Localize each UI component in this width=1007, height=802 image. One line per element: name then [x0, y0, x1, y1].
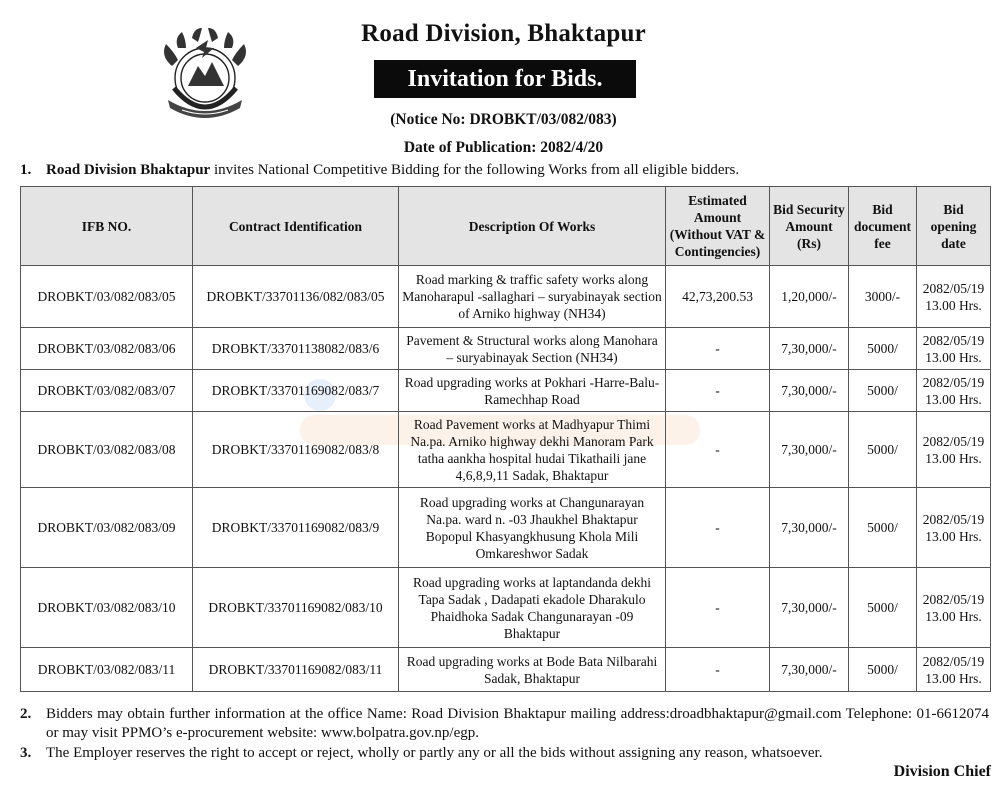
cell-bid-security: 7,30,000/- — [770, 328, 849, 370]
cell-document-fee: 5000/ — [849, 370, 917, 412]
cell-ifb-no: DROBKT/03/082/083/06 — [21, 328, 193, 370]
cell-contract-id: DROBKT/33701138082/083/6 — [193, 328, 399, 370]
intro-rest: invites National Competitive Bidding for the following Works from all eligible bidders. — [210, 162, 740, 178]
cell-description: Road marking & traffic safety works along Manoharapul -sallaghari – suryabinayak section of Arniko highway (NH34) — [399, 266, 666, 328]
cell-estimated-amount: 42,73,200.53 — [666, 266, 770, 328]
cell-bid-security: 7,30,000/- — [770, 568, 849, 648]
cell-description: Road upgrading works at Bode Bata Nilbarahi Sadak, Bhaktapur — [399, 648, 666, 692]
cell-bid-security: 7,30,000/- — [770, 412, 849, 488]
cell-estimated-amount: - — [666, 488, 770, 568]
cell-opening-date: 2082/05/19 13.00 Hrs. — [917, 328, 991, 370]
cell-ifb-no: DROBKT/03/082/083/08 — [21, 412, 193, 488]
reservation-text: The Employer reserves the right to accept or reject, wholly or partly any or all the bids without assigning any reason, whatsoever. — [46, 745, 823, 761]
cell-document-fee: 5000/ — [849, 488, 917, 568]
office-title: Road Division, Bhaktapur — [361, 20, 646, 47]
cell-contract-id: DROBKT/33701169082/083/7 — [193, 370, 399, 412]
bids-table — [20, 186, 991, 692]
cell-contract-id: DROBKT/33701169082/083/10 — [193, 568, 399, 648]
header-description: Description Of Works — [399, 187, 666, 266]
header-document-fee: Bid document fee — [849, 187, 917, 266]
table-row — [21, 328, 991, 370]
intro-number: 1. — [20, 162, 32, 178]
table-row — [21, 648, 991, 692]
intro-paragraph — [20, 161, 989, 180]
cell-contract-id: DROBKT/33701169082/083/9 — [193, 488, 399, 568]
cell-opening-date: 2082/05/19 13.00 Hrs. — [917, 488, 991, 568]
table-row — [21, 412, 991, 488]
header-ifb-no: IFB NO. — [21, 187, 193, 266]
cell-ifb-no: DROBKT/03/082/083/09 — [21, 488, 193, 568]
cell-estimated-amount: - — [666, 648, 770, 692]
signature-division-chief: Division Chief — [893, 763, 991, 780]
cell-estimated-amount: - — [666, 568, 770, 648]
cell-ifb-no: DROBKT/03/082/083/07 — [21, 370, 193, 412]
intro-text — [46, 161, 989, 180]
cell-description: Road Pavement works at Madhyapur Thimi Na.pa. Arniko highway dekhi Manoram Park tatha aankha hospital hudai Tikathaili jane 4,6,8,9,11 Sadak, Bhaktapur — [399, 412, 666, 488]
table-header-row — [21, 187, 991, 266]
cell-opening-date: 2082/05/19 13.00 Hrs. — [917, 266, 991, 328]
table-row — [21, 370, 991, 412]
cell-estimated-amount: - — [666, 328, 770, 370]
cell-document-fee: 5000/ — [849, 648, 917, 692]
table-row — [21, 266, 991, 328]
reservation-number: 3. — [20, 745, 32, 761]
cell-description: Road upgrading works at Pokhari -Harre-Balu-Ramechhap Road — [399, 370, 666, 412]
invitation-banner: Invitation for Bids. — [374, 60, 636, 98]
cell-bid-security: 7,30,000/- — [770, 648, 849, 692]
cell-opening-date: 2082/05/19 13.00 Hrs. — [917, 568, 991, 648]
header-contract-identification: Contract Identification — [193, 187, 399, 266]
header-opening-date: Bid opening date — [917, 187, 991, 266]
cell-description: Road upgrading works at Changunarayan Na.pa. ward n. -03 Jhaukhel Bhaktapur Bopopul Khasyangkhusung Khola Mili Omkareshwor Sadak — [399, 488, 666, 568]
info-paragraph — [20, 705, 989, 743]
cell-description: Road upgrading works at laptandanda dekhi Tapa Sadak , Dadapati ekadole Dharakulo Phaidhoka Sadak Changunarayan -09 Bhaktapur — [399, 568, 666, 648]
table-row — [21, 488, 991, 568]
cell-bid-security: 1,20,000/- — [770, 266, 849, 328]
cell-document-fee: 5000/ — [849, 412, 917, 488]
cell-contract-id: DROBKT/33701169082/083/8 — [193, 412, 399, 488]
cell-opening-date: 2082/05/19 13.00 Hrs. — [917, 648, 991, 692]
intro-bold: Road Division Bhaktapur — [46, 162, 211, 178]
notice-number: (Notice No: DROBKT/03/082/083) — [390, 111, 617, 128]
cell-contract-id: DROBKT/33701136/082/083/05 — [193, 266, 399, 328]
info-text: Bidders may obtain further information at the office Name: Road Division Bhaktapur mailing address:droadbhaktapur@gmail.com Telephone: 01-6612074 or may visit PPMO’s e-procurement website: www.bolpatra.gov.np/egp. — [46, 706, 989, 741]
cell-bid-security: 7,30,000/- — [770, 370, 849, 412]
cell-opening-date: 2082/05/19 13.00 Hrs. — [917, 370, 991, 412]
cell-document-fee: 3000/- — [849, 266, 917, 328]
header-bid-security: Bid Security Amount (Rs) — [770, 187, 849, 266]
table-row — [21, 568, 991, 648]
cell-ifb-no: DROBKT/03/082/083/10 — [21, 568, 193, 648]
cell-estimated-amount: - — [666, 412, 770, 488]
cell-document-fee: 5000/ — [849, 328, 917, 370]
cell-ifb-no: DROBKT/03/082/083/05 — [21, 266, 193, 328]
publication-date: Date of Publication: 2082/4/20 — [403, 139, 604, 156]
cell-description: Pavement & Structural works along Manohara – suryabinayak Section (NH34) — [399, 328, 666, 370]
cell-contract-id: DROBKT/33701169082/083/11 — [193, 648, 399, 692]
cell-bid-security: 7,30,000/- — [770, 488, 849, 568]
cell-document-fee: 5000/ — [849, 568, 917, 648]
reservation-paragraph — [20, 744, 989, 763]
cell-opening-date: 2082/05/19 13.00 Hrs. — [917, 412, 991, 488]
info-number: 2. — [20, 706, 32, 722]
header-estimated-amount: Estimated Amount (Without VAT & Contingencies) — [666, 187, 770, 266]
cell-estimated-amount: - — [666, 370, 770, 412]
cell-ifb-no: DROBKT/03/082/083/11 — [21, 648, 193, 692]
